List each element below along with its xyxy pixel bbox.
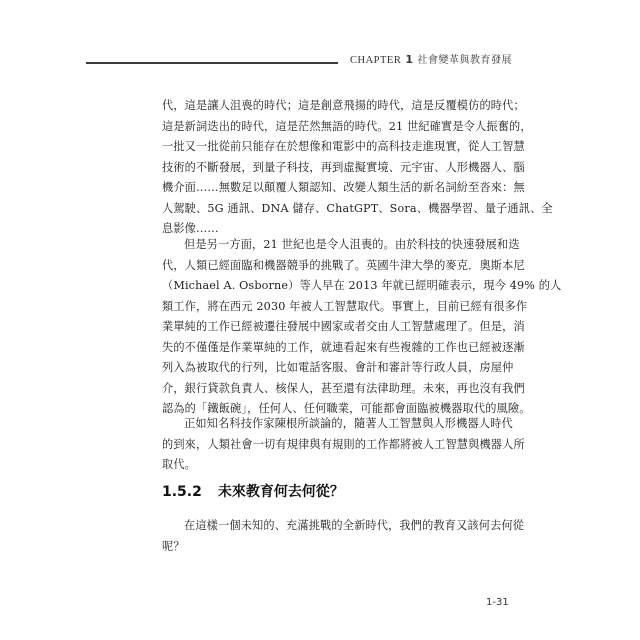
paragraph-line: 機介面……無數足以顛覆人類認知、改變人類生活的新名詞紛至沓來：無 [162,181,525,194]
paragraph-1 [162,96,553,240]
paragraph-line: （Michael A. Osborne）等人早在 2013 年就已經明確表示，現今 49% 的人 [162,279,562,292]
paragraph-line: 技術的不斷發展，到量子科技，再到虛擬實境、元宇宙、人形機器人、腦 [162,160,525,174]
paragraph-line: 正如知名科技作家陳根所談論的，隨著人工智慧與人形機器人時代 [184,417,513,430]
section-number: 1.5.2 [162,484,202,500]
paragraph-line: 人駕駛、5G 通訊、DNA 儲存、ChatGPT、Sora、機器學習、量子通訊、全 [162,201,553,215]
paragraph-line: 但是另一方面，21 世紀也是令人沮喪的。由於科技的快速發展和迭 [184,238,520,251]
paragraph-line: 在這樣一個未知的、充滿挑戰的全新時代，我們的教育又該何去何從 [184,519,525,532]
paragraph-line: 代，這是讓人沮喪的時代；這是創意飛揚的時代，這是反覆模仿的時代； [162,99,525,112]
paragraph-2 [162,235,562,420]
paragraph-line: 認為的「鐵飯碗」，任何人、任何職業，可能都會面臨被機器取代的風險。 [162,402,531,415]
paragraph-line: 介，銀行貸款負責人、核保人，甚至還有法律助理。未來，再也沒有我們 [162,381,525,395]
page-number: 1-31 [486,597,509,608]
paragraph-line: 類工作，將在西元 2030 年被人工智慧取代。事實上，目前已經有很多作 [162,299,528,313]
paragraph-line: 失的不僅僅是作業單純的工作，就連看起來有些複雜的工作也已經被逐漸 [162,340,525,354]
chapter-number: 1 [405,53,414,66]
header-rule [86,62,338,64]
paragraph-line: 一批又一批從前只能存在於想像和電影中的高科技走進現實，從人工智慧 [162,140,525,153]
section-heading [162,481,344,501]
chapter-title: 社會變革與教育發展 [417,55,512,66]
paragraph-line: 這是新詞迭出的時代，這是茫然無語的時代。21 世紀確實是令人振奮的， [162,119,532,133]
paragraph-line: 呢？ [162,539,185,553]
chapter-word: CHAPTER [350,55,402,66]
running-header [350,51,512,66]
paragraph-line: 息影像…… [162,222,219,235]
paragraph-line: 的到來，人類社會一切有規律與有規則的工作都將被人工智慧與機器人所 [162,437,525,451]
section-paragraph [162,516,525,557]
paragraph-line: 業單純的工作已經被遷往發展中國家或者交由人工智慧處理了。但是，消 [162,320,525,333]
paragraph-line: 列入為被取代的行列，比如電話客服、會計和審計等行政人員，房屋仲 [162,361,514,374]
paragraph-line: 取代。 [162,458,197,471]
paragraph-3 [162,414,525,476]
section-title: 未來教育何去何從？ [217,484,344,500]
paragraph-line: 代，人類已經面臨和機器競爭的挑戰了。英國牛津大學的麥克．奧斯本尼 [162,258,525,272]
